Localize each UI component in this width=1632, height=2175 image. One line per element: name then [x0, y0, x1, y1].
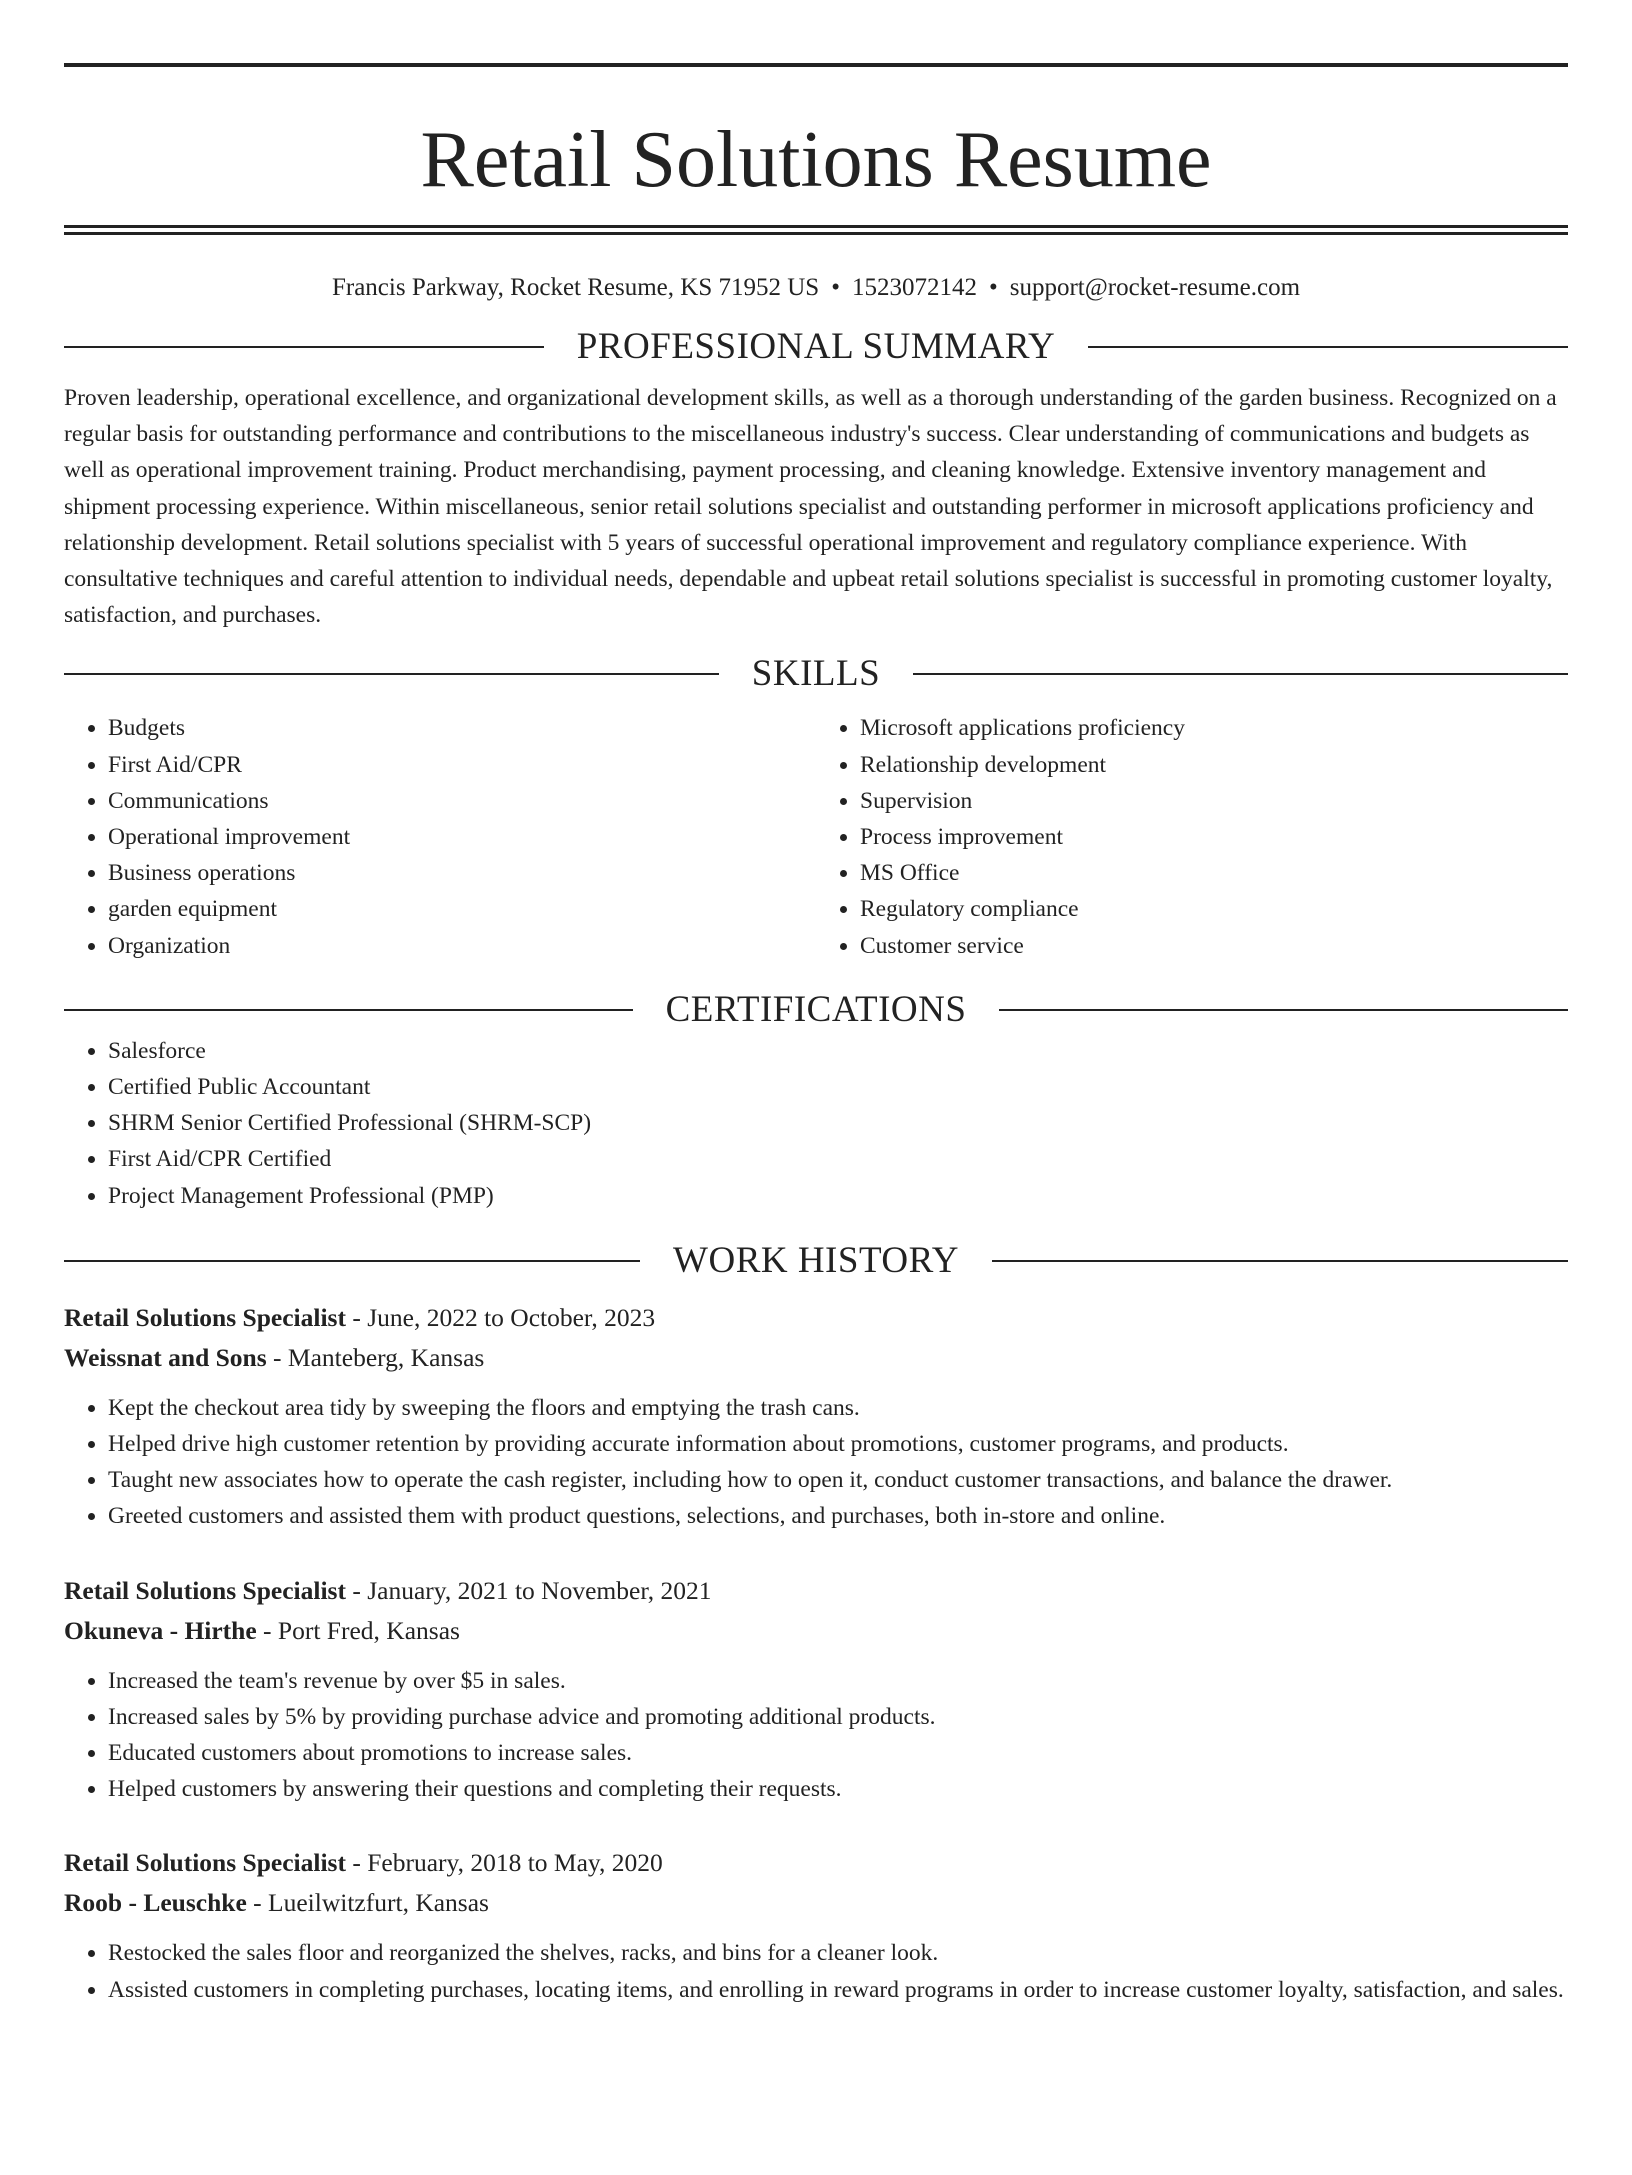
skill-item: • Relationship development [860, 747, 1568, 783]
divider [999, 1009, 1568, 1011]
certifications-list [64, 1033, 1568, 1214]
skill-item: • Customer service [860, 928, 1568, 964]
skill-item: • Communications [108, 783, 816, 819]
certification-item: • SHRM Senior Certified Professional (SHRM-SCP) [108, 1105, 1568, 1141]
certification-item: • Project Management Professional (PMP) [108, 1178, 1568, 1214]
job-title: Retail Solutions Specialist [64, 1575, 346, 1605]
skills-list-left [64, 710, 816, 963]
contact-line [64, 273, 1568, 303]
job-company-line: Roob - Leuschke - Lueilwitzfurt, Kansas [64, 1888, 489, 1918]
job-bullet: • Helped customers by answering their questions and completing their requests. [108, 1771, 1568, 1807]
job-title: Retail Solutions Specialist [64, 1848, 346, 1878]
contact-address: Francis Parkway, Rocket Resume, KS 71952 US [331, 274, 820, 301]
job-entry [64, 1843, 1568, 2007]
certification-item: • Certified Public Accountant [108, 1069, 1568, 1105]
job-bullet: • Increased sales by 5% by providing purchase advice and promoting additional products. [108, 1699, 1568, 1735]
job-dates: January, 2021 to November, 2021 [367, 1575, 712, 1605]
job-company-line: Okuneva - Hirthe - Port Fred, Kansas [64, 1615, 460, 1645]
resume-page [0, 63, 1632, 2175]
title-double-rule [64, 225, 1568, 235]
skill-item: • Process improvement [860, 819, 1568, 855]
job-bullet: • Increased the team's revenue by over $5 in sales. [108, 1663, 1568, 1699]
job-company: Roob - Leuschke [64, 1888, 247, 1918]
skill-item: • MS Office [860, 855, 1568, 891]
contact-phone: 1523072142 [851, 274, 977, 301]
skill-item: • garden equipment [108, 891, 816, 927]
section-title-skills: SKILLS [751, 653, 881, 695]
section-title-work-history: WORK HISTORY [673, 1239, 959, 1281]
skill-item: • Regulatory compliance [860, 891, 1568, 927]
job-entry [64, 1571, 1568, 1808]
skill-item: • Budgets [108, 710, 816, 746]
skill-item: • Microsoft applications proficiency [860, 710, 1568, 746]
contact-email: support@rocket-resume.com [1009, 274, 1301, 301]
divider [64, 346, 544, 348]
job-title-line: Retail Solutions Specialist - January, 2021 to November, 2021 [64, 1575, 712, 1605]
job-location: Manteberg, Kansas [287, 1342, 485, 1372]
job-bullet: • Kept the checkout area tidy by sweeping the floors and emptying the trash cans. [108, 1390, 1568, 1426]
certification-item: • First Aid/CPR Certified [108, 1141, 1568, 1177]
job-entry [64, 1298, 1568, 1535]
divider [64, 1260, 640, 1262]
skills-grid [64, 710, 1568, 963]
job-bullets [64, 1663, 1568, 1808]
divider [992, 1260, 1568, 1262]
job-bullets [64, 1935, 1568, 2007]
job-company: Weissnat and Sons [64, 1342, 267, 1372]
job-dates: June, 2022 to October, 2023 [367, 1302, 656, 1332]
skill-item: • Organization [108, 928, 816, 964]
work-history-section-header [64, 1238, 1568, 1284]
job-bullet: • Greeted customers and assisted them with product questions, selections, and purchases, both in-store and online. [108, 1498, 1568, 1534]
divider [1088, 346, 1568, 348]
summary-section-header [64, 324, 1568, 370]
skill-item: • Supervision [860, 783, 1568, 819]
certifications-section-header [64, 987, 1568, 1033]
skill-item: • First Aid/CPR [108, 747, 816, 783]
job-company-line: Weissnat and Sons - Manteberg, Kansas [64, 1342, 485, 1372]
job-title-line: Retail Solutions Specialist - February, 2018 to May, 2020 [64, 1848, 663, 1878]
skills-section-header [64, 651, 1568, 697]
job-bullet: • Assisted customers in completing purchases, locating items, and enrolling in reward programs in order to increase customer loyalty, satisfaction, and sales. [108, 1972, 1568, 2008]
job-company: Okuneva - Hirthe [64, 1615, 257, 1645]
job-location: Lueilwitzfurt, Kansas [268, 1888, 489, 1918]
job-title: Retail Solutions Specialist [64, 1302, 346, 1332]
section-title-summary: PROFESSIONAL SUMMARY [576, 326, 1056, 367]
job-location: Port Fred, Kansas [277, 1615, 460, 1645]
job-dates: February, 2018 to May, 2020 [367, 1848, 663, 1878]
certification-item: • Salesforce [108, 1033, 1568, 1069]
contact-separator: • [831, 274, 840, 301]
page-title: Retail Solutions Resume [420, 116, 1212, 204]
skills-list-right [816, 710, 1568, 963]
section-title-certifications: CERTIFICATIONS [665, 988, 967, 1030]
job-bullet: • Taught new associates how to operate the cash register, including how to open it, conduct customer transactions, and balance the drawer. [108, 1462, 1568, 1498]
summary-text: Proven leadership, operational excellence, and organizational development skills, as well as a thorough understanding of the garden business. Recognized on a regular basis for outstanding performance and contributions to the miscellaneous industry's success. Clear understanding of communications and budgets as well as operational improvement training. Product merchandising, payment processing, and cleaning knowledge. Extensive inventory management and shipment processing experience. Within miscellaneous, senior retail solutions specialist and outstanding performer in microsoft applications proficiency and relationship development. Retail solutions specialist with 5 years of successful operational improvement and regulatory compliance experience. With consultative techniques and careful attention to individual needs, dependable and upbeat retail solutions specialist is successful in promoting customer loyalty, satisfaction, and purchases. [64, 385, 1557, 629]
contact-separator: • [988, 274, 998, 301]
job-bullet: • Educated customers about promotions to increase sales. [108, 1735, 1568, 1771]
job-bullet: • Restocked the sales floor and reorganized the shelves, racks, and bins for a cleaner look. [108, 1935, 1568, 1971]
divider [64, 673, 719, 675]
skill-item: • Operational improvement [108, 819, 816, 855]
job-title-line: Retail Solutions Specialist - June, 2022 to October, 2023 [64, 1302, 656, 1332]
job-bullet: • Helped drive high customer retention by providing accurate information about promotions, customer programs, and products. [108, 1426, 1568, 1462]
job-bullets [64, 1390, 1568, 1535]
skill-item: • Business operations [108, 855, 816, 891]
divider [64, 1009, 633, 1011]
divider [913, 673, 1568, 675]
